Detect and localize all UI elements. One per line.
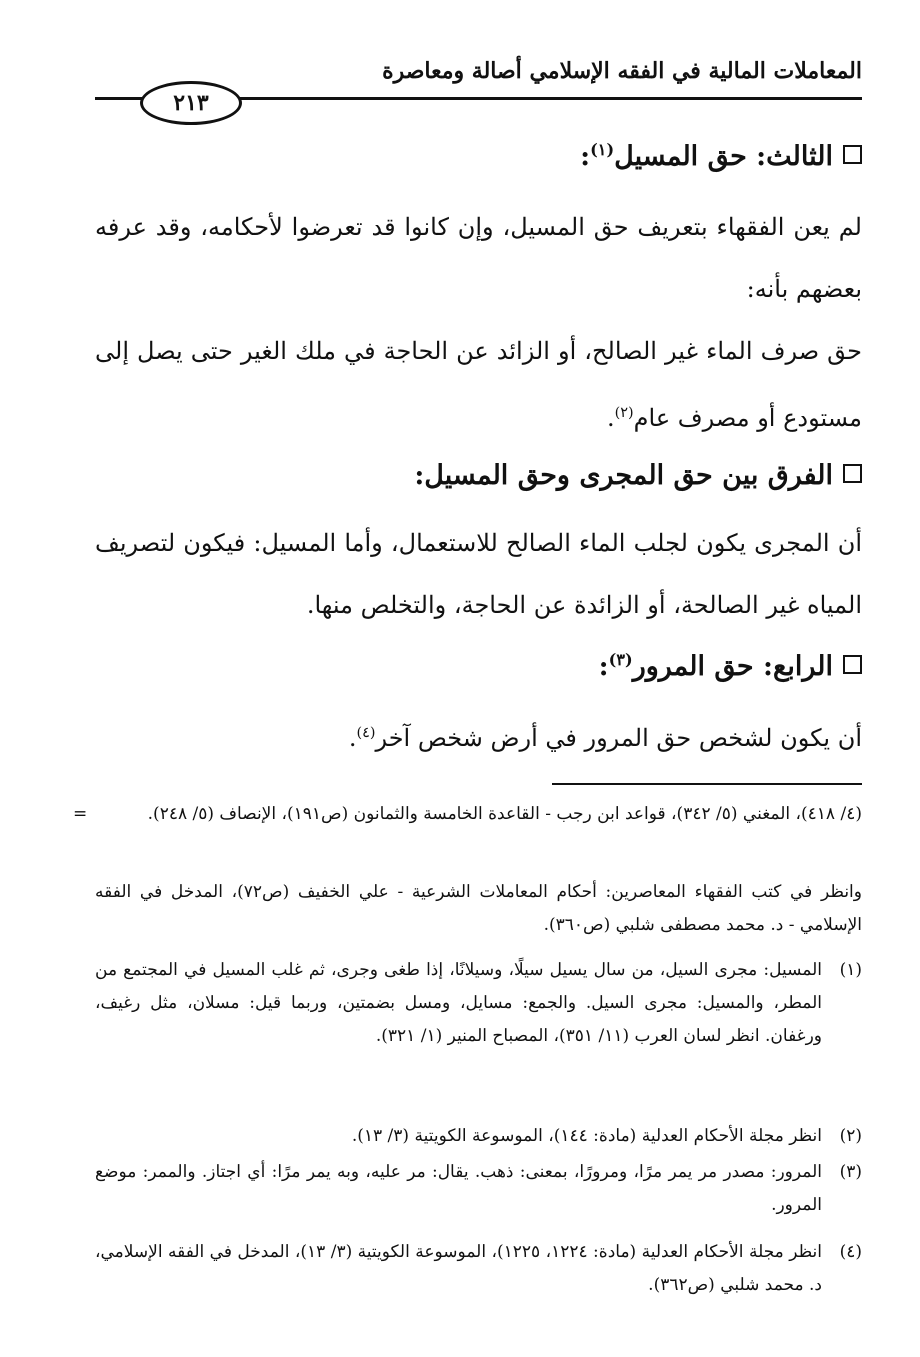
- footnote-number: (٤): [839, 1242, 862, 1262]
- heading-text: الرابع: حق المرور: [632, 651, 833, 682]
- footnote-number: (٣): [839, 1162, 862, 1182]
- footnote-ref: (٤): [356, 725, 376, 741]
- footnote-continuation-2: وانظر في كتب الفقهاء المعاصرين: أحكام المعاملات الشرعية - علي الخفيف (ص٧٢)، المدخل في الفقه الإسلامي - د. محمد مصطفى شلبي (ص٣٦٠).: [95, 882, 862, 935]
- passage-tail: .: [348, 724, 357, 752]
- footnote-separator: [552, 783, 862, 785]
- passage-text: أن يكون لشخص حق المرور في أرض شخص آخر: [375, 724, 862, 752]
- section-heading-passage: [599, 650, 862, 682]
- footnote-4: [95, 1236, 862, 1302]
- checkbox-square-icon: [843, 464, 862, 483]
- footnote-ref: (٢): [614, 405, 634, 421]
- footnote-text: انظر مجلة الأحكام العدلية (مادة: ١٤٤)، الموسوعة الكويتية (٣/ ١٣).: [351, 1126, 822, 1146]
- running-header-title: المعاملات المالية في الفقه الإسلامي أصالة ومعاصرة: [382, 58, 862, 84]
- footnote-text: المرور: مصدر مر يمر مرًا، ومرورًا، بمعنى: ذهب. يقال: مر عليه، وبه يمر مرًا: أي اجتاز. والممر: موضع المرور.: [95, 1162, 822, 1215]
- footnote-3: [95, 1156, 862, 1222]
- continuation-mark: =: [73, 804, 88, 824]
- footnote-1: [95, 954, 862, 1053]
- definition-tail: .: [607, 404, 615, 432]
- footnote-text: انظر مجلة الأحكام العدلية (مادة: ١٢٢٤، ١٢٢٥)، الموسوعة الكويتية (٣/ ١٣)، المدخل في الفقه الإسلامي، د. محمد شلبي (ص٣٦٢).: [95, 1242, 823, 1295]
- footnote-continuation: [73, 798, 862, 831]
- checkbox-square-icon: [843, 145, 862, 164]
- heading-tail: :: [598, 651, 609, 682]
- checkbox-square-icon: [843, 655, 862, 674]
- definition-text: حق صرف الماء غير الصالح، أو الزائد عن الحاجة في ملك الغير حتى يصل إلى مستودع أو مصرف عام: [95, 337, 862, 432]
- continuation-text-1: (٤/ ٤١٨)، المغني (٥/ ٣٤٢)، قواعد ابن رجب - القاعدة الخامسة والثمانون (ص١٩١)، الإنصاف (٥/ ٢٤٨).: [147, 804, 862, 824]
- paragraph-passage: [95, 702, 862, 769]
- paragraph-maseel-intro: لم يعن الفقهاء بتعريف حق المسيل، وإن كانوا قد تعرضوا لأحكامه، وقد عرفه بعضهم بأنه:: [95, 213, 862, 303]
- heading-text: الفرق بين حق المجرى وحق المسيل:: [414, 460, 833, 491]
- page-number: ٢١٣: [140, 81, 242, 125]
- section-heading-maseel: [580, 140, 862, 172]
- footnote-ref: (١): [590, 140, 615, 159]
- heading-text: الثالث: حق المسيل: [614, 141, 833, 172]
- paragraph-difference: أن المجرى يكون لجلب الماء الصالح للاستعمال، وأما المسيل: فيكون لتصريف المياه غير الصالحة، أو الزائدة عن الحاجة، والتخلص منها.: [95, 529, 862, 619]
- heading-tail: :: [580, 141, 591, 172]
- footnote-ref: (٣): [608, 650, 633, 669]
- footnote-text: المسيل: مجرى السيل، من سال يسيل سيلًا، وسيلانًا، إذا طغى وجرى، ثم غلب المسيل في المجتمع من المطر، والمسيل: مجرى السيل. والجمع: مسايل، ومسل بضمتين، وربما قيل: مسلان، مثل رغيف، ورغفان. انظر لسان العرب (١١/ ٣٥١)، المصباح المنير (١/ ٣٢١).: [95, 960, 822, 1046]
- footnote-number: (٢): [839, 1126, 862, 1146]
- footnote-2: [95, 1120, 862, 1153]
- footnote-number: (١): [839, 960, 862, 980]
- paragraph-maseel-definition: [95, 320, 862, 449]
- section-heading-difference: [414, 460, 862, 491]
